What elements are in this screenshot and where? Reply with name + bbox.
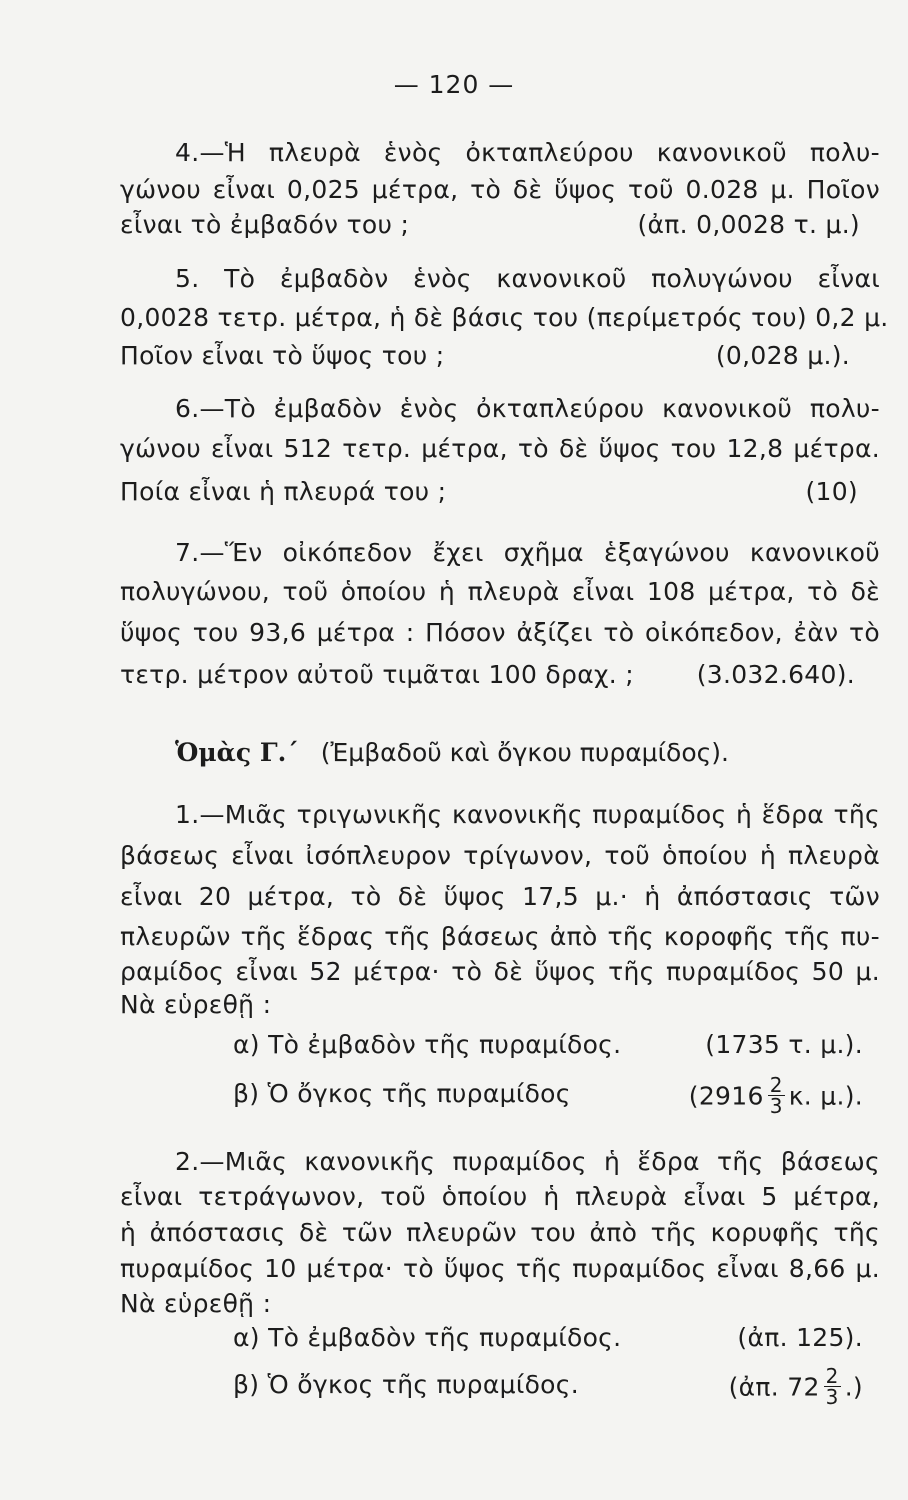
problem-7-line-1: 7.—Ἕν οἰκόπεδον ἔχει σχῆμα ἑξαγώνου κανονικοῦ [175, 538, 880, 567]
section-title: (Ἐμβαδοῦ καὶ ὄγκου πυραμίδος). [320, 738, 729, 767]
question-1-line-5: ραμίδος εἶναι 52 μέτρα· τὸ δὲ ὕψος τῆς πυραμίδος 50 μ. [120, 957, 880, 986]
problem-6-question: Ποία εἶναι ἡ πλευρά του ; [120, 477, 447, 506]
question-1-part-a-answer: (1735 τ. μ.). [705, 1030, 863, 1059]
question-2-line-3: ἡ ἀπόστασις δὲ τῶν πλευρῶν του ἀπὸ τῆς κορυφῆς τῆς [120, 1218, 880, 1247]
question-1-line-4: πλευρῶν τῆς ἕδρας τῆς βάσεως ἀπὸ τῆς κοροφῆς τῆς πυ- [120, 922, 880, 951]
section-label: Ὁμὰς Γ.΄ [175, 738, 299, 767]
problem-4-line-1: 4.—Ἡ πλευρὰ ἑνὸς ὀκταπλεύρου κανονικοῦ πολυ- [175, 138, 880, 167]
problem-7-line-2: πολυγώνου, τοῦ ὁποίου ἡ πλευρὰ εἶναι 108 μέτρα, τὸ δὲ [120, 577, 880, 606]
problem-5-line-2: 0,0028 τετρ. μέτρα, ἡ δὲ βάσις του (περίμετρός του) 0,2 μ. [120, 303, 889, 332]
question-1-part-b-text: β) Ὁ ὄγκος τῆς πυραμίδος [233, 1079, 571, 1108]
question-1-line-1: 1.—Μιᾶς τριγωνικῆς κανονικῆς πυραμίδος ἡ ἕδρα τῆς [175, 800, 880, 829]
question-1-part-b-fraction [768, 1075, 785, 1116]
question-2-part-b [233, 1364, 863, 1409]
question-1-line-3: εἶναι 20 μέτρα, τὸ δὲ ὕψος 17,5 μ.· ἡ ἀπόστασις τῶν [120, 882, 880, 911]
problem-6-line-1: 6.—Τὸ ἐμβαδὸν ἑνὸς ὀκταπλεύρου κανονικοῦ πολυ- [175, 394, 880, 423]
problem-4-answer: (ἀπ. 0,0028 τ. μ.) [637, 210, 860, 239]
question-2-part-b-answer [728, 1364, 863, 1409]
question-2-part-b-text: β) Ὁ ὄγκος τῆς πυραμίδος. [233, 1370, 580, 1399]
problem-7-question: τετρ. μέτρον αὐτοῦ τιμᾶται 100 δραχ. ; [120, 660, 634, 689]
question-1-part-b-denominator: 3 [769, 1094, 783, 1118]
problem-7-line-3: ὕψος του 93,6 μέτρα : Πόσον ἀξίζει τὸ οἰκόπεδον, ἐὰν τὸ [120, 618, 880, 647]
question-1-part-b-answer-open: (2916 [688, 1081, 764, 1111]
problem-5-line-3 [120, 339, 850, 373]
problem-6-line-3 [120, 475, 858, 509]
question-1-part-a [233, 1028, 863, 1062]
problem-6-line-2: γώνου εἶναι 512 τετρ. μέτρα, τὸ δὲ ὕψος του 12,8 μέτρα. [120, 434, 880, 463]
problem-4-line-3 [120, 208, 860, 242]
section-heading [175, 736, 729, 770]
question-2-part-b-numerator: 2 [825, 1364, 839, 1388]
problem-5-question: Ποῖον εἶναι τὸ ὕψος του ; [120, 341, 445, 370]
problem-4-question: εἶναι τὸ ἐμβαδόν του ; [120, 210, 410, 239]
question-2-line-2: εἶναι τετράγωνον, τοῦ ὁποίου ἡ πλευρὰ εἶναι 5 μέτρα, [120, 1182, 880, 1211]
problem-5-answer: (0,028 μ.). [715, 341, 850, 370]
question-1-part-b-answer-close: κ. μ.). [788, 1081, 863, 1111]
question-2-part-a-text: α) Τὸ ἐμβαδὸν τῆς πυραμίδος. [233, 1323, 622, 1352]
question-2-part-b-answer-open: (ἀπ. 72 [728, 1372, 820, 1402]
question-2-part-a [233, 1321, 863, 1355]
question-2-part-b-fraction [824, 1366, 841, 1407]
question-1-part-b-numerator: 2 [769, 1073, 783, 1097]
question-1-line-6: Νὰ εὑρεθῇ : [120, 990, 272, 1019]
question-2-line-4: πυραμίδος 10 μέτρα· τὸ ὕψος τῆς πυραμίδος εἶναι 8,66 μ. [120, 1254, 880, 1283]
problem-7-answer: (3.032.640). [696, 660, 855, 689]
question-2-line-5: Νὰ εὑρεθῇ : [120, 1289, 272, 1318]
problem-6-answer: (10) [805, 477, 858, 506]
question-2-part-b-answer-close: .) [844, 1372, 863, 1402]
question-1-part-b-answer [688, 1073, 863, 1118]
question-2-part-a-answer: (ἀπ. 125). [737, 1323, 863, 1352]
page-number: — 120 — [393, 70, 515, 99]
question-1-part-a-text: α) Τὸ ἐμβαδὸν τῆς πυραμίδος. [233, 1030, 622, 1059]
problem-5-line-1: 5. Τὸ ἐμβαδὸν ἑνὸς κανονικοῦ πολυγώνου εἶναι [175, 264, 880, 293]
question-2-part-b-denominator: 3 [825, 1385, 839, 1409]
problem-4-line-2: γώνου εἶναι 0,025 μέτρα, τὸ δὲ ὕψος τοῦ 0.028 μ. Ποῖον [120, 175, 880, 204]
question-2-line-1: 2.—Μιᾶς κανονικῆς πυραμίδος ἡ ἕδρα τῆς βάσεως [175, 1147, 880, 1176]
question-1-line-2: βάσεως εἶναι ἰσόπλευρον τρίγωνον, τοῦ ὁποίου ἡ πλευρὰ [120, 841, 880, 870]
question-1-part-b [233, 1073, 863, 1118]
problem-7-line-4 [120, 658, 855, 692]
